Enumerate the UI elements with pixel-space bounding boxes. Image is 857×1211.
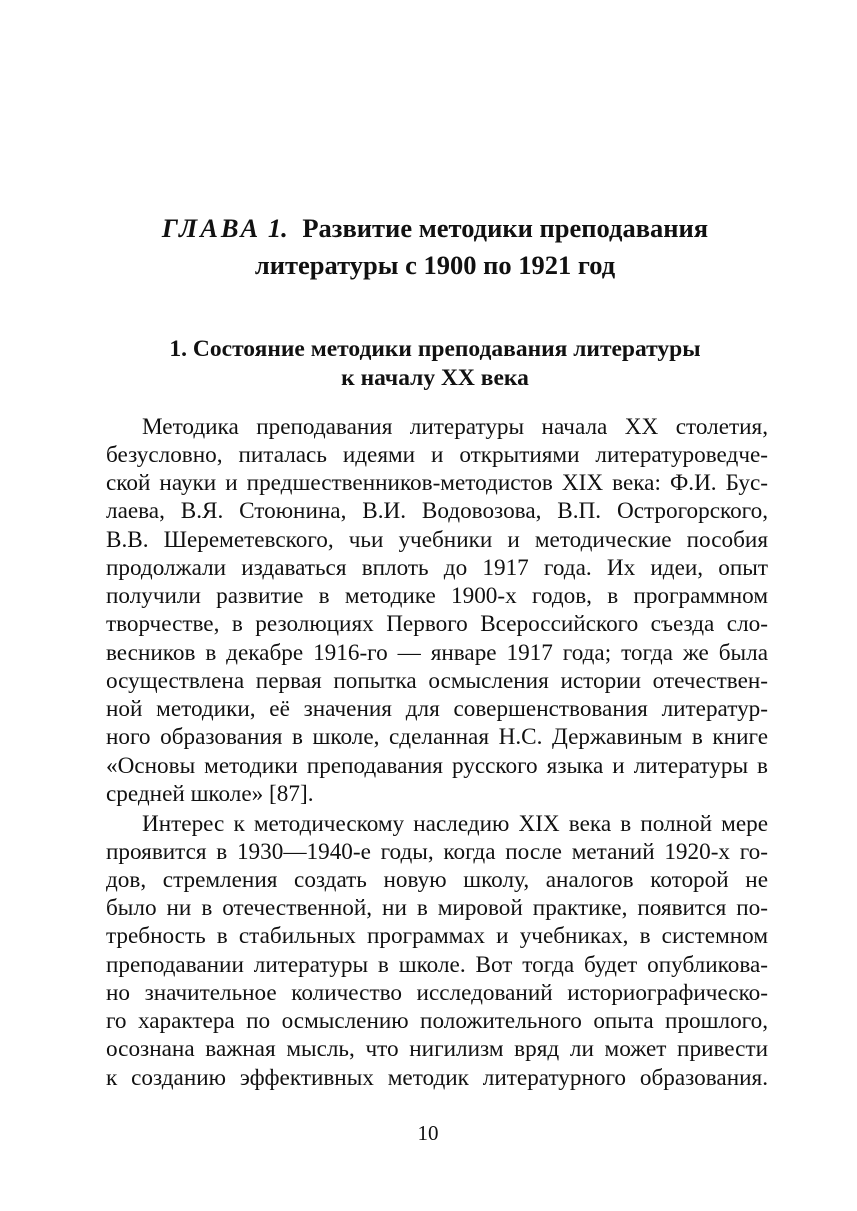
text-line: продолжали издаваться вплоть до 1917 года. Их идеи, опыт xyxy=(106,555,768,581)
text-line: ной методики, её значения для совершенствования литератур- xyxy=(106,696,768,722)
text-line: Методика преподавания литературы начала XX столетия, xyxy=(142,414,768,440)
text-line: требность в стабильных программах и учебниках, в системном xyxy=(106,923,768,949)
text-line: В.В. Шереметевского, чьи учебники и методические пособия xyxy=(106,527,768,553)
text-line: весников в декабре 1916-го — январе 1917 года; тогда же была xyxy=(106,640,768,666)
section-heading xyxy=(100,335,770,393)
chapter-label: ГЛАВА xyxy=(161,213,262,243)
page-number: 10 xyxy=(417,1121,439,1145)
text-line: «Основы методики преподавания русского языка и литературы в xyxy=(106,753,768,779)
section-title-line-2: к началу XX века xyxy=(341,365,529,391)
chapter-heading xyxy=(100,210,770,284)
text-line: дов, стремления создать новую школу, аналогов которой не xyxy=(106,867,768,893)
text-line: проявится в 1930—1940-е годы, когда после метаний 1920-х го- xyxy=(106,839,768,865)
section-title-line-1: 1. Состояние методики преподавания литературы xyxy=(169,336,701,362)
text-line: осуществлена первая попытка осмысления истории отечествен- xyxy=(106,668,768,694)
text-line: творчестве, в резолюциях Первого Всероссийского съезда сло- xyxy=(106,611,768,637)
text-line: осознана важная мысль, что нигилизм вряд ли может привести xyxy=(106,1036,768,1062)
chapter-number: 1. xyxy=(267,213,288,243)
text-line: получили развитие в методике 1900-х годов, в программном xyxy=(106,583,768,609)
text-line: ного образования в школе, сделанная Н.С. Державиным в книге xyxy=(106,724,768,750)
chapter-title-line-2: литературы с 1900 по 1921 год xyxy=(254,250,616,280)
text-line: ской науки и предшественников-методистов XIX века: Ф.И. Бус- xyxy=(106,470,768,496)
text-line: было ни в отечественной, ни в мировой практике, появится по- xyxy=(106,895,768,921)
text-line: средней школе» [87]. xyxy=(106,781,314,807)
chapter-title-line-1: Развитие методики преподавания xyxy=(302,213,709,243)
text-line: го характера по осмыслению положительного опыта прошлого, xyxy=(106,1008,768,1034)
text-line: к созданию эффективных методик литературного образования. xyxy=(106,1065,768,1091)
text-line: безусловно, питалась идеями и открытиями литературоведче- xyxy=(106,442,768,468)
text-line: но значительное количество исследований историографическо- xyxy=(106,980,768,1006)
text-line: лаева, В.Я. Стоюнина, В.И. Водовозова, В.П. Острогорского, xyxy=(106,498,768,524)
text-line: Интерес к методическому наследию XIX века в полной мере xyxy=(142,811,768,837)
text-line: преподавании литературы в школе. Вот тогда будет опубликова- xyxy=(106,952,768,978)
